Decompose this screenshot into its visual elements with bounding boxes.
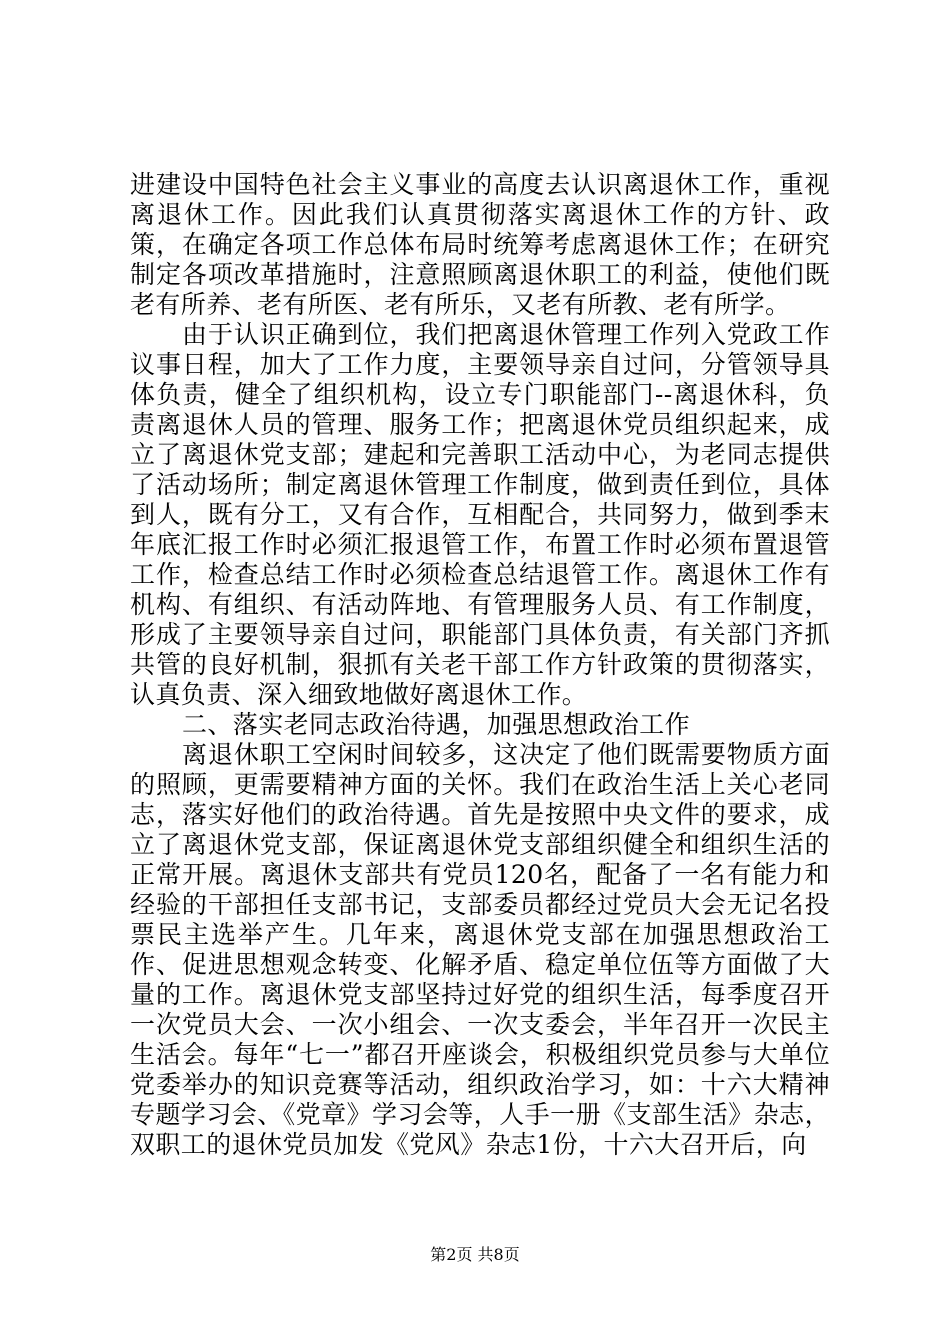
paragraph-leadership: 由于认识正确到位，我们把离退休管理工作列入党政工作议事日程，加大了工作力度，主要领导亲自过问，分管领导具体负责，健全了组织机构，设立专门职能部门--离退休科，负责离退休人员的管理、服务工作；把离退休党员组织起来，成立了离退休党支部；建起和完善职工活动中心，为老同志提供了活动场所；制定离退休管理工作制度，做到责任到位，具体到人，既有分工，又有合作，互相配合，共同努力，做到季末年底汇报工作时必须汇报退管工作，布置工作时必须布置退管工作，检查总结工作时必须检查总结退管工作。离退休工作有机构、有组织、有活动阵地、有管理服务人员、有工作制度，形成了主要领导亲自过问，职能部门具体负责，有关部门齐抓共管的良好机制，狠抓有关老干部工作方针政策的贯彻落实，认真负责、深入细致地做好离退休工作。 bbox=[130, 320, 830, 709]
page-footer: 第2页 共8页 bbox=[430, 1245, 520, 1264]
section-heading: 二、落实老同志政治待遇，加强思想政治工作 bbox=[182, 710, 691, 739]
paragraph-continued: 进建设中国特色社会主义事业的高度去认识离退休工作，重视离退休工作。因此我们认真贯彻落实离退休工作的方针、政策，在确定各项工作总体布局时统筹考虑离退休工作；在研究制定各项改革措施时，注意照顾离退休职工的利益，使他们既老有所养、老有所医、老有所乐，又老有所教、老有所学。 bbox=[130, 170, 830, 319]
paragraph-political-treatment: 离退休职工空闲时间较多，这决定了他们既需要物质方面的照顾，更需要精神方面的关怀。我们在政治生活上关心老同志，落实好他们的政治待遇。首先是按照中央文件的要求，成立了离退休党支部，保证离退休党支部组织健全和组织生活的正常开展。离退休支部共有党员120名，配备了一名有能力和经验的干部担任支部书记，支部委员都经过党员大会无记名投票民主选举产生。几年来，离退休党支部在加强思想政治工作、促进思想观念转变、化解矛盾、稳定单位伍等方面做了大量的工作。离退休党支部坚持过好党的组织生活，每季度召开一次党员大会、一次小组会、一次支委会，半年召开一次民主生活会。每年“七一”都召开座谈会，积极组织党员参与大单位党委举办的知识竞赛等活动，组织政治学习，如：十六大精神专题学习会、《党章》学习会等，人手一册《支部生活》杂志，双职工的退休党员加发《党风》杂志1份，十六大召开后，向 bbox=[130, 740, 830, 1159]
document-body bbox=[130, 170, 830, 1160]
